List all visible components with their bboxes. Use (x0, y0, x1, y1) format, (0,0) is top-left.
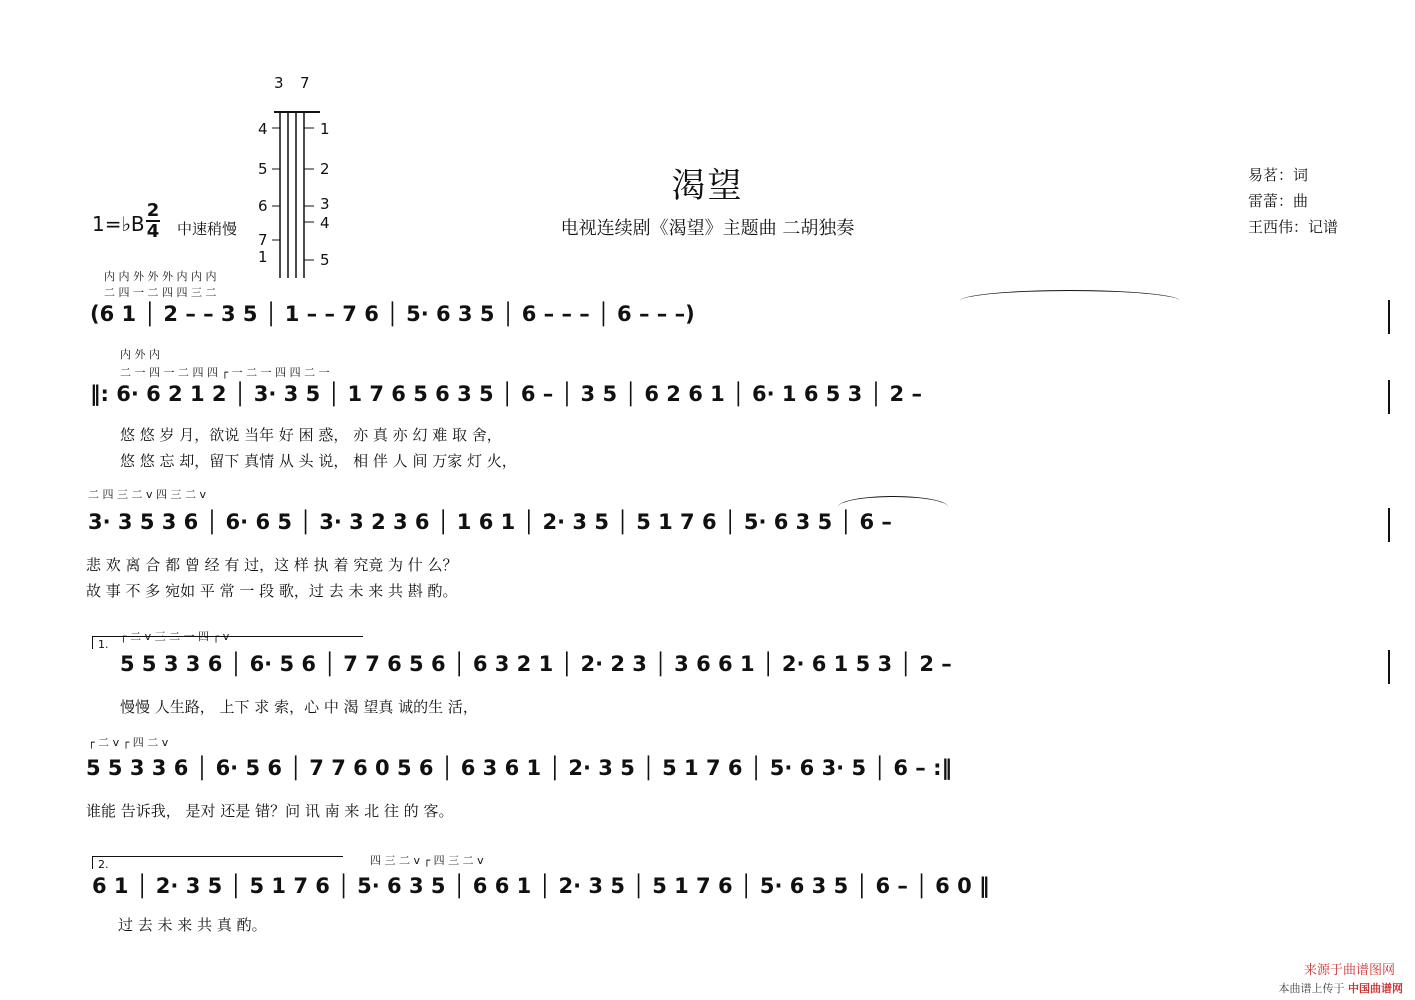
line2-notes: 3· 3 5 3 6 │ 6· 6 5 │ 3· 3 2 3 6 │ 1 6 1 │ 2· 3 5 │ 5 1 7 6 │ 5· 6 3 5 │ 6 – (88, 510, 892, 534)
line3-notes: 5 5 3 3 6 │ 6· 5 6 │ 7 7 6 5 6 │ 6 3 2 1 │ 2· 2 3 │ 3 6 6 1 │ 2· 6 1 5 3 │ 2 – (120, 652, 952, 676)
line0-tie (960, 290, 1180, 301)
credit-lyrics: 易茗：词 (1248, 166, 1309, 184)
line1-notes: ‖: 6· 6 2 1 2 │ 3· 3 5 │ 1 7 6 5 6 3 5 │ 6 – │ 3 5 │ 6 2 6 1 │ 6· 1 6 5 3 │ 2 – (90, 382, 922, 406)
line4-notes: 5 5 3 3 6 │ 6· 5 6 │ 7 7 6 0 5 6 │ 6 3 6 1 │ 2· 3 5 │ 5 1 7 6 │ 5· 6 3· 5 │ 6 – :‖ (86, 756, 952, 780)
line1-fingering: 内 外 内 (120, 348, 160, 361)
volta1-label: 1. (98, 638, 109, 651)
line2-fingering: 二 四 三 二 v 四 三 二 v (88, 488, 206, 501)
line5-fingering: 四 三 二 v ┌ 四 三 二 v (370, 854, 484, 867)
watermark-source: 来源于曲谱图网 (1303, 963, 1395, 978)
line0-fingering: 内 内 外 外 外 内 内 内 (104, 270, 217, 283)
line2-lyrics2: 故 事 不 多 宛如 平 常 一 段 歌，过 去 未 来 共 斟 酌。 (86, 582, 458, 600)
line3-end-bar (1388, 650, 1390, 684)
chart-right-5: 5 (320, 251, 330, 269)
line4-fingering: ┌ 二 v ┌ 四 二 v (88, 736, 169, 749)
chart-left-4: 4 (258, 120, 268, 138)
line2-end-bar (1388, 508, 1390, 542)
chart-left-1: 1 (258, 248, 268, 266)
credit-music: 雷蕾：曲 (1248, 192, 1309, 210)
watermark-upload (1279, 980, 1404, 996)
watermark-site: 中国曲谱网 (1348, 982, 1403, 995)
line1-fingering2: 二 一 四 一 二 四 四 ┌ 一 二 一 四 四 二 一 (120, 366, 330, 379)
line1-lyrics2: 悠 悠 忘 却，留下 真情 从 头 说， 相 伴 人 间 万家 灯 火， (120, 452, 517, 470)
credits (1248, 162, 1338, 240)
line3-fingering: ┌ 二 v 三 二 一 四 ┌ v (120, 630, 230, 643)
time-sig-bottom: 4 (146, 221, 160, 242)
line0-fingering2: 二 四 一 二 四 四 三 二 (104, 286, 217, 299)
line2-lyrics1: 悲 欢 离 合 都 曾 经 有 过，这 样 执 着 究竟 为 什 么？ (86, 556, 458, 574)
credit-transcribe: 王西伟：记谱 (1248, 218, 1339, 236)
line0-end-bar (1388, 300, 1390, 334)
line4-lyrics1: 谁能 告诉我， 是对 还是 错？问 讯 南 来 北 往 的 客。 (86, 802, 454, 820)
chart-left-5: 5 (258, 160, 268, 178)
fingering-chart-graphic (256, 72, 346, 282)
line2-tie (838, 496, 948, 507)
chart-right-3: 3 (320, 195, 330, 213)
line1-end-bar (1388, 380, 1390, 414)
page-title: 渴望 (671, 166, 744, 206)
chart-top-7: 7 (300, 74, 310, 92)
watermark-upload-text: 本曲谱上传于 (1278, 982, 1345, 995)
chart-left-6: 6 (258, 197, 268, 215)
chart-left-7: 7 (258, 231, 268, 249)
line5-lyrics1: 过 去 未 来 共 真 酌。 (118, 916, 267, 934)
line1-lyrics1: 悠 悠 岁 月，欲说 当年 好 困 惑， 亦 真 亦 幻 难 取 舍， (120, 426, 502, 444)
chart-right-1: 1 (320, 120, 330, 138)
volta2-label: 2. (98, 858, 109, 871)
tempo-marking: 中速稍慢 (177, 220, 238, 238)
time-sig-top: 2 (146, 200, 160, 221)
chart-right-2: 2 (320, 160, 330, 178)
fingering-chart (256, 72, 346, 282)
chart-right-4: 4 (320, 214, 330, 232)
line5-notes: 6 1 │ 2· 3 5 │ 5 1 7 6 │ 5· 6 3 5 │ 6 6 1 │ 2· 3 5 │ 5 1 7 6 │ 5· 6 3 5 │ 6 – │ 6 0 ‖ (92, 874, 990, 898)
subtitle: 电视连续剧《渴望》主题曲 二胡独奏 (560, 218, 855, 239)
chart-top-3: 3 (274, 74, 284, 92)
line0-notes: (6 1 │ 2 – – 3 5 │ 1 – – 7 6 │ 5· 6 3 5 │ 6 – – – │ 6 – – –) (90, 302, 695, 326)
line3-lyrics1: 慢慢 人生路， 上下 求 索，心 中 渴 望真 诚的生 活， (120, 698, 478, 716)
key-signature: 1=♭B (92, 212, 145, 236)
time-signature (146, 202, 160, 240)
volta2-bracket (92, 856, 343, 869)
